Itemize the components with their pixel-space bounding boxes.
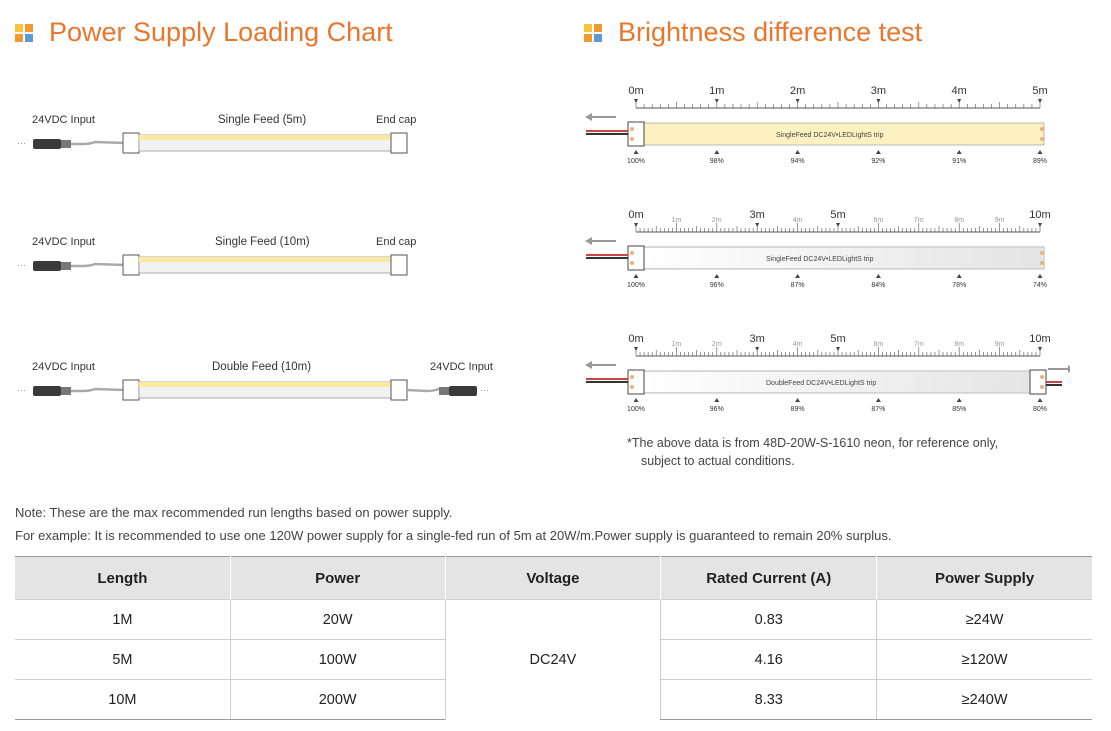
header-rated-current: Rated Current (A)	[661, 557, 877, 600]
feed-diagram-2	[15, 230, 495, 280]
ruler-label-major: 0m	[628, 333, 644, 345]
strip-label: SingleFeed DC24V•LEDLightS trip	[776, 132, 884, 139]
left-section-title: Power Supply Loading Chart	[49, 17, 393, 47]
end-cap	[1030, 370, 1046, 394]
right-section-title: Brightness difference test	[618, 17, 923, 47]
cell-current: 0.83	[661, 600, 877, 640]
ruler-label-major: 2m	[789, 85, 806, 97]
brightness-percent: 92%	[871, 158, 886, 165]
header-voltage: Voltage	[445, 557, 661, 600]
end-label: 24VDC Input	[430, 361, 493, 373]
ruler-label-major: 10m	[1029, 209, 1051, 221]
feed-label: Single Feed (5m)	[218, 114, 307, 126]
left-title-block	[15, 17, 435, 49]
ruler-label-major: 3m	[749, 333, 765, 345]
ruler-label-minor: 7m	[913, 341, 924, 348]
ruler-label-minor: 8m	[954, 217, 965, 224]
end-cap	[628, 246, 644, 270]
ruler-label-major: 0m	[628, 209, 644, 221]
test-footnote	[627, 434, 1097, 470]
cell-current: 8.33	[661, 680, 877, 720]
ruler-label-minor: 2m	[711, 217, 722, 224]
table-header-row	[15, 557, 1092, 600]
svg-text:···: ···	[17, 385, 26, 395]
cell-supply: ≥120W	[877, 640, 1092, 680]
feed-label: Single Feed (10m)	[215, 236, 310, 248]
ruler-label-major: 0m	[628, 85, 644, 97]
brightness-percent: 74%	[1032, 282, 1048, 289]
brightness-percent: 84%	[871, 282, 886, 289]
ruler-label-major: 5m	[830, 333, 846, 345]
svg-text:···: ···	[480, 385, 489, 395]
input-label: 24VDC Input	[32, 361, 95, 373]
cell-power: 200W	[230, 680, 445, 720]
brightness-percent: 78%	[952, 282, 967, 289]
strip-diagram-5m	[15, 126, 415, 156]
ruler-label-major: 4m	[951, 85, 967, 97]
feed-diagram-3	[15, 355, 505, 405]
ruler-label-minor: 4m	[792, 341, 803, 348]
brightness-percent: 87%	[871, 406, 886, 413]
footnote-line-1: *The above data is from 48D-20W-S-1610 neon, for reference only,	[627, 436, 999, 450]
ruler-label-minor: 9m	[994, 341, 1005, 348]
strip-diagram-10m-double	[15, 373, 505, 403]
brightness-percent: 85%	[952, 406, 967, 413]
brightness-test-3	[585, 333, 1070, 413]
ruler-label-minor: 4m	[792, 217, 803, 224]
power-supply-table	[15, 556, 1092, 720]
feed-label: Double Feed (10m)	[212, 361, 312, 373]
brightness-percent: 96%	[709, 406, 724, 413]
cell-voltage: DC24V	[445, 600, 661, 720]
svg-text:···: ···	[17, 138, 26, 148]
ruler-label-major: 3m	[870, 85, 887, 97]
table-row	[15, 600, 1092, 640]
cell-power: 20W	[230, 600, 445, 640]
ruler-label-minor: 1m	[671, 217, 682, 224]
title-squares-icon	[15, 24, 35, 44]
ruler-label-minor: 9m	[994, 217, 1005, 224]
ruler-label-minor: 2m	[711, 341, 722, 348]
brightness-percent: 98%	[709, 158, 724, 165]
svg-text:···: ···	[17, 260, 26, 270]
strip-label: SingleFeed DC24V•LEDLightS trip	[766, 256, 874, 263]
strip-diagram-10m-single	[15, 248, 415, 278]
note-line-2: For example: It is recommended to use one 120W power supply for a single-fed run of 5m at 20W/m.Power supply is guaranteed to remain 20% surplus.	[15, 528, 892, 543]
note-line-1: Note: These are the max recommended run lengths based on power supply.	[15, 505, 453, 520]
ruler-label-minor: 7m	[913, 217, 924, 224]
ruler-label-major: 1m	[709, 85, 725, 97]
input-label: 24VDC Input	[32, 114, 95, 126]
cell-supply: ≥24W	[877, 600, 1092, 640]
title-squares-icon	[584, 24, 604, 44]
brightness-percent: 89%	[1032, 158, 1048, 165]
ruler-label-major: 5m	[1032, 85, 1048, 97]
header-power-supply: Power Supply	[877, 557, 1092, 600]
ruler-label-major: 5m	[830, 209, 846, 221]
brightness-percent: 87%	[790, 282, 805, 289]
brightness-test-1	[585, 85, 1048, 165]
brightness-percent: 91%	[952, 158, 967, 165]
footnote-line-2: subject to actual conditions.	[641, 454, 795, 468]
ruler-label-minor: 6m	[873, 217, 884, 224]
brightness-percent: 100%	[627, 282, 645, 289]
ruler-label-minor: 1m	[671, 341, 682, 348]
ruler-label-minor: 6m	[873, 341, 884, 348]
brightness-percent: 100%	[627, 406, 645, 413]
cell-length: 1M	[15, 600, 230, 640]
strip-label: DoubleFeed DC24V•LEDLightS trip	[766, 380, 877, 387]
end-cap	[628, 122, 644, 146]
header-power: Power	[230, 557, 445, 600]
end-label: End cap	[376, 236, 417, 248]
brightness-percent: 89%	[790, 406, 805, 413]
cell-supply: ≥240W	[877, 680, 1092, 720]
end-cap	[628, 370, 644, 394]
end-label: End cap	[376, 114, 417, 126]
header-length: Length	[15, 557, 230, 600]
brightness-percent: 80%	[1032, 406, 1048, 413]
brightness-percent: 100%	[627, 158, 645, 165]
feed-diagram-1	[15, 108, 495, 158]
brightness-percent: 96%	[709, 282, 724, 289]
cell-length: 10M	[15, 680, 230, 720]
brightness-test-2	[585, 209, 1051, 289]
cell-power: 100W	[230, 640, 445, 680]
cell-length: 5M	[15, 640, 230, 680]
brightness-percent: 94%	[790, 158, 805, 165]
right-title-block	[584, 17, 1004, 49]
input-label: 24VDC Input	[32, 236, 95, 248]
cell-current: 4.16	[661, 640, 877, 680]
ruler-label-minor: 8m	[954, 341, 965, 348]
ruler-label-major: 10m	[1029, 333, 1051, 345]
brightness-test-diagrams	[580, 75, 1070, 425]
ruler-label-major: 3m	[749, 209, 765, 221]
